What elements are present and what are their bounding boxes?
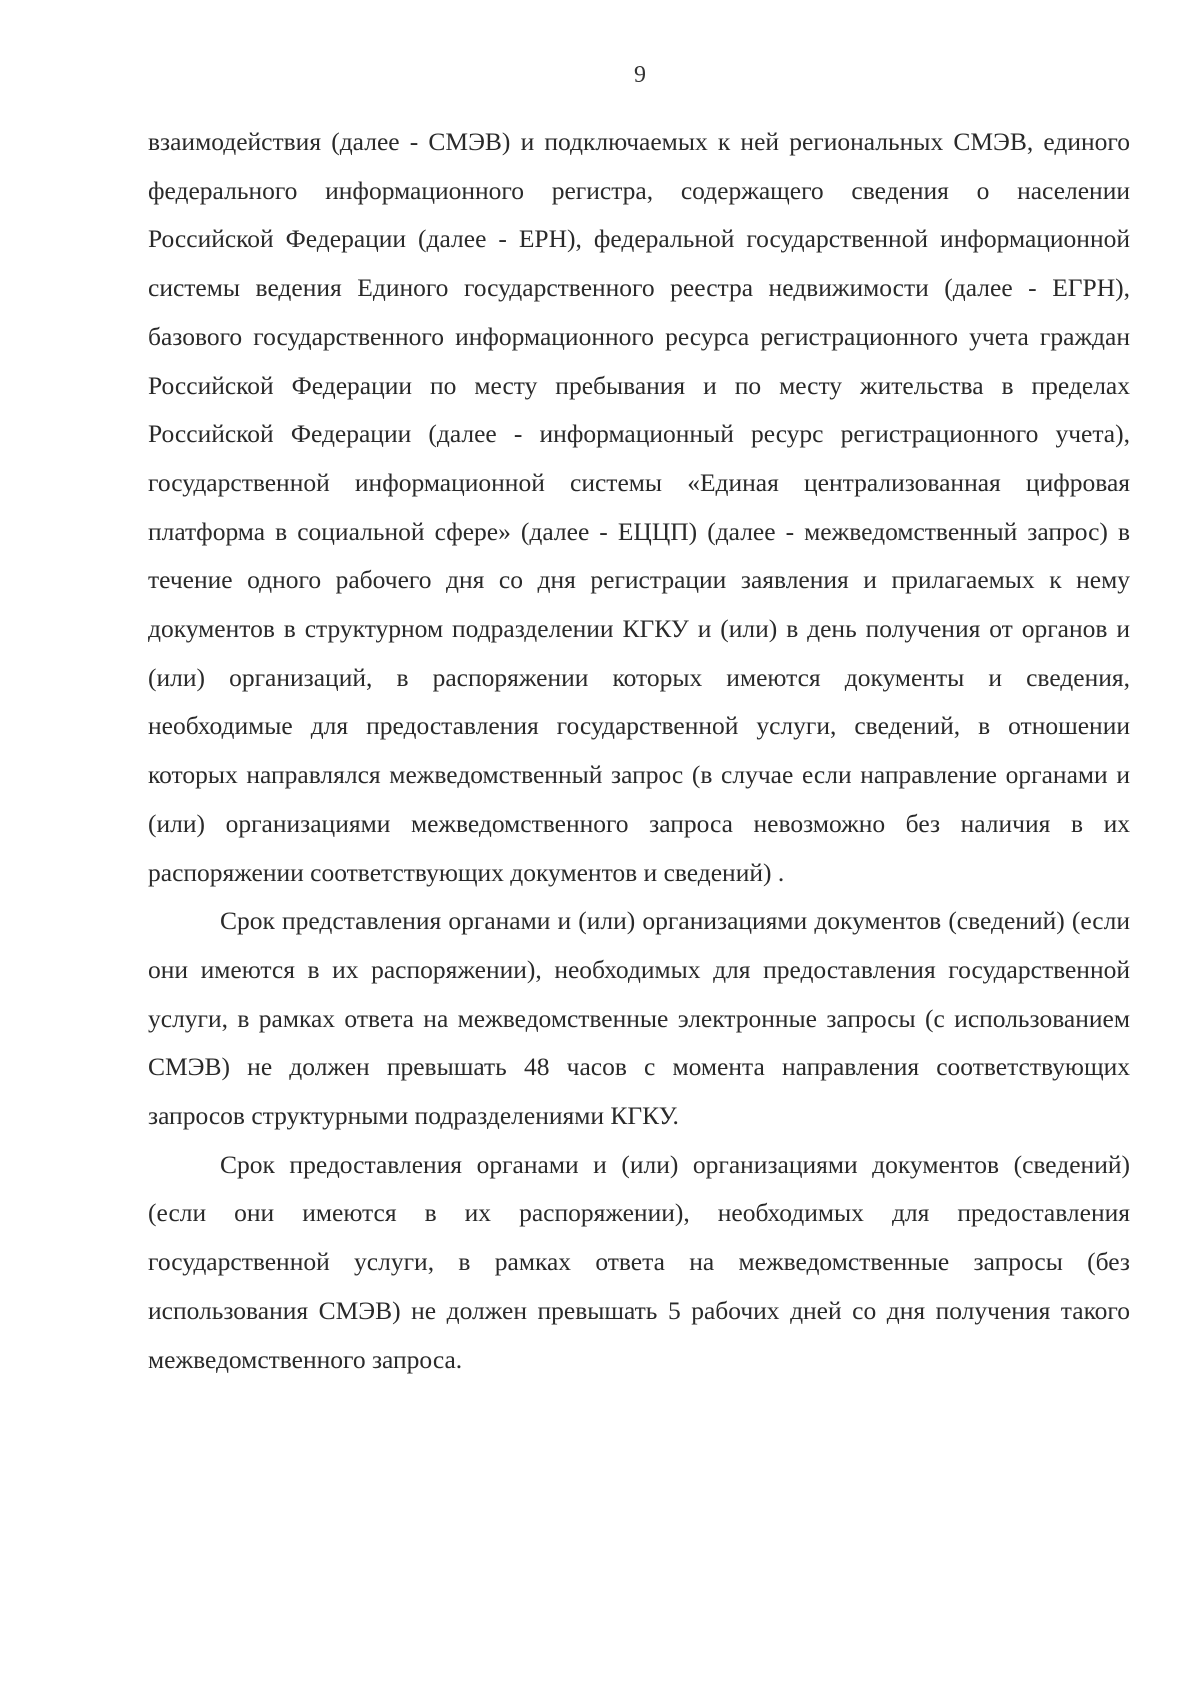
paragraph-1: взаимодействия (далее - СМЭВ) и подключаемых к ней региональных СМЭВ, единого федерального информационного регистра, содержащего сведения о населении Российской Федерации (далее - ЕРН), федеральной государственной информационной системы ведения Единого государственного реестра недвижимости (далее - ЕГРН), базового государственного информационного ресурса регистрационного учета граждан Российской Федерации по месту пребывания и по месту жительства в пределах Российской Федерации (далее - информационный ресурс регистрационного учета), государственной информационной системы «Единая централизованная цифровая платформа в социальной сфере» (далее - ЕЦЦП) (далее - межведомственный запрос) в течение одного рабочего дня со дня регистрации заявления и прилагаемых к нему документов в структурном подразделении КГКУ и (или) в день получения от органов и (или) организаций, в распоряжении которых имеются документы и сведения, необходимые для предоставления государственной услуги, сведений, в отношении которых направлялся межведомственный запрос (в случае если направление органами и (или) организациями межведомственного запроса невозможно без наличия в их распоряжении соответствующих документов и сведений) .: [148, 127, 1130, 887]
page-number: 9: [634, 62, 646, 88]
paragraph-2: Срок представления органами и (или) организациями документов (сведений) (если они имеются в их распоряжении), необходимых для предоставления государственной услуги, в рамках ответа на межведомственные электронные запросы (с использованием СМЭВ) не должен превышать 48 часов с момента направления соответствующих запросов структурными подразделениями КГКУ.: [148, 906, 1130, 1131]
paragraph-3: Срок предоставления органами и (или) организациями документов (сведений) (если они имеются в их распоряжении), необходимых для предоставления государственной услуги, в рамках ответа на межведомственные запросы (без использования СМЭВ) не должен превышать 5 рабочих дней со дня получения такого межведомственного запроса.: [148, 1149, 1130, 1374]
document-body: [148, 118, 1130, 1384]
